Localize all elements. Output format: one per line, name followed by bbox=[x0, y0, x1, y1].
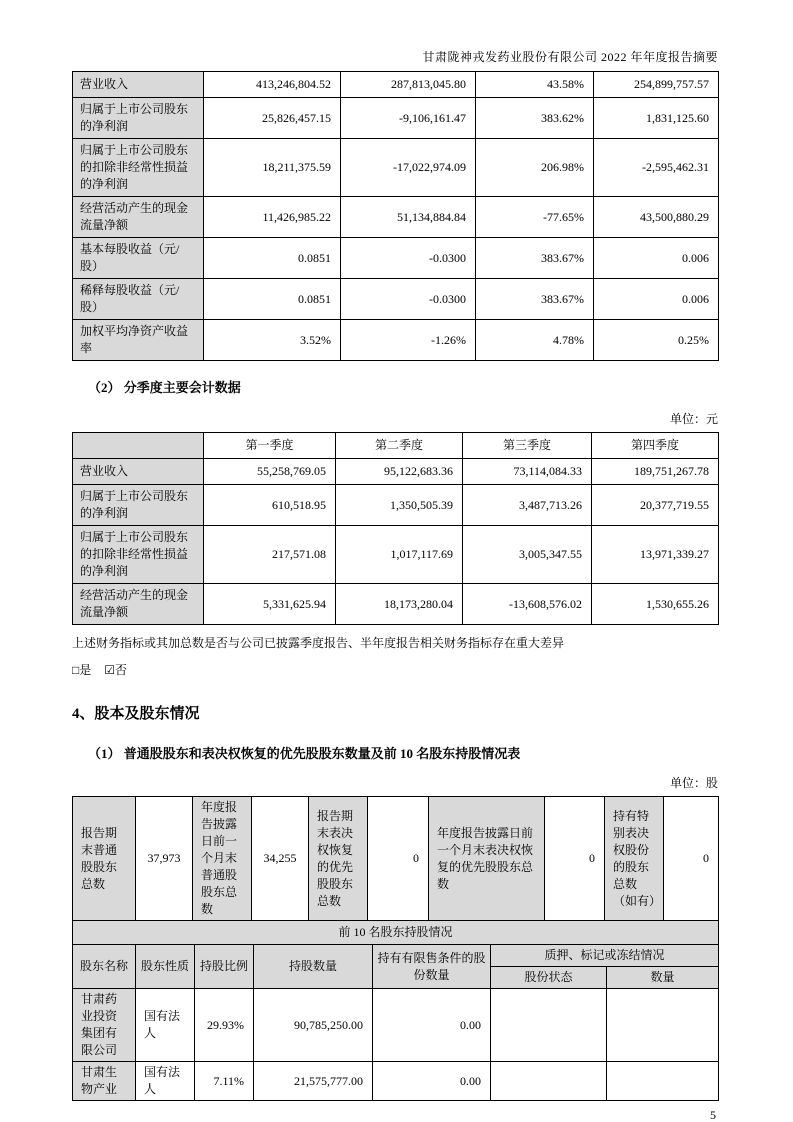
value-cell: 3,487,713.26 bbox=[463, 485, 592, 526]
value-cell: 0.006 bbox=[594, 238, 719, 279]
checkbox-yes: □是 bbox=[72, 663, 92, 677]
table-row bbox=[73, 72, 719, 98]
value-cell: 610,518.95 bbox=[204, 485, 336, 526]
page-number: 5 bbox=[710, 1108, 716, 1122]
row-label-cell: 归属于上市公司股东的净利润 bbox=[73, 98, 204, 139]
table-row bbox=[73, 1062, 719, 1101]
value-cell: 189,751,267.78 bbox=[592, 459, 719, 485]
value-cell: 90,785,250.00 bbox=[254, 989, 373, 1062]
value-cell: 1,530,655.26 bbox=[592, 584, 719, 625]
document-header: 甘肃陇神戎发药业股份有限公司 2022 年年度报告摘要 bbox=[422, 50, 718, 64]
column-header-cell: 第四季度 bbox=[592, 433, 719, 459]
table-row bbox=[73, 139, 719, 197]
value-cell: 0 bbox=[368, 797, 429, 921]
pledge-status-cell bbox=[491, 989, 607, 1062]
checkbox-no: ☑否 bbox=[104, 663, 128, 677]
column-header-cell: 数量 bbox=[607, 967, 719, 989]
column-header-cell: 持有有限售条件的股份数量 bbox=[373, 945, 491, 989]
row-label-cell: 营业收入 bbox=[73, 459, 204, 485]
shareholder-name-cell: 甘肃生物产业 bbox=[73, 1062, 136, 1101]
row-label-cell: 报告期末普通股股东总数 bbox=[73, 797, 136, 921]
table-row bbox=[73, 459, 719, 485]
value-cell: 18,211,375.59 bbox=[204, 139, 341, 197]
value-cell: 95,122,683.36 bbox=[336, 459, 463, 485]
table-row bbox=[73, 197, 719, 238]
value-cell: 1,017,117.69 bbox=[336, 526, 463, 584]
value-cell: -0.0300 bbox=[341, 279, 476, 320]
row-label-cell: 持有特别表决权股份的股东总数（如有） bbox=[605, 797, 664, 921]
value-cell: 13,971,339.27 bbox=[592, 526, 719, 584]
quarterly-data-table bbox=[72, 432, 719, 625]
column-header-cell: 第二季度 bbox=[336, 433, 463, 459]
value-cell: 55,258,769.05 bbox=[204, 459, 336, 485]
row-label-cell: 报告期末表决权恢复的优先股股东总数 bbox=[309, 797, 368, 921]
table-row bbox=[73, 989, 719, 1062]
value-cell: 20,377,719.55 bbox=[592, 485, 719, 526]
value-cell: 1,831,125.60 bbox=[594, 98, 719, 139]
section-heading-quarterly: （2） 分季度主要会计数据 bbox=[88, 380, 241, 395]
column-header-cell: 第一季度 bbox=[204, 433, 336, 459]
value-cell: 0.25% bbox=[594, 320, 719, 361]
table-section-title-row bbox=[73, 921, 719, 945]
value-cell: 287,813,045.80 bbox=[341, 72, 476, 98]
row-label-cell: 归属于上市公司股东的净利润 bbox=[73, 485, 204, 526]
value-cell: 383.67% bbox=[476, 238, 594, 279]
column-header-cell: 股东名称 bbox=[73, 945, 136, 989]
table-header-row bbox=[73, 433, 719, 459]
value-cell: 43,500,880.29 bbox=[594, 197, 719, 238]
corner-cell bbox=[73, 433, 204, 459]
annual-summary-table bbox=[72, 71, 719, 361]
top10-title-cell: 前 10 名股东持股情况 bbox=[73, 921, 719, 945]
shareholder-nature-cell: 国有法人 bbox=[136, 1062, 195, 1101]
value-cell: 1,350,505.39 bbox=[336, 485, 463, 526]
value-cell: 217,571.08 bbox=[204, 526, 336, 584]
pledge-qty-cell bbox=[607, 1062, 719, 1101]
column-header-cell: 持股比例 bbox=[195, 945, 254, 989]
value-cell: 254,899,757.57 bbox=[594, 72, 719, 98]
value-cell: 21,575,777.00 bbox=[254, 1062, 373, 1101]
yes-no-options bbox=[72, 661, 718, 678]
value-cell: 11,426,985.22 bbox=[204, 197, 341, 238]
value-cell: 37,973 bbox=[136, 797, 193, 921]
value-cell: 5,331,625.94 bbox=[204, 584, 336, 625]
shareholder-name-cell: 甘肃药业投资集团有限公司 bbox=[73, 989, 136, 1062]
value-cell: 34,255 bbox=[252, 797, 309, 921]
value-cell: -17,022,974.09 bbox=[341, 139, 476, 197]
row-label-cell: 加权平均净资产收益率 bbox=[73, 320, 204, 361]
table-row bbox=[73, 584, 719, 625]
section-heading-equity: 4、股本及股东情况 bbox=[72, 706, 200, 722]
value-cell: 0.006 bbox=[594, 279, 719, 320]
value-cell: -9,106,161.47 bbox=[341, 98, 476, 139]
value-cell: 25,826,457.15 bbox=[204, 98, 341, 139]
column-header-cell: 股份状态 bbox=[491, 967, 607, 989]
unit-label-yuan: 单位：元 bbox=[669, 412, 718, 426]
value-cell: 383.67% bbox=[476, 279, 594, 320]
column-header-cell: 第三季度 bbox=[463, 433, 592, 459]
value-cell: 413,246,804.52 bbox=[204, 72, 341, 98]
value-cell: 0.0851 bbox=[204, 238, 341, 279]
value-cell: 0.00 bbox=[373, 1062, 491, 1101]
column-header-cell: 持股数量 bbox=[254, 945, 373, 989]
value-cell: 383.62% bbox=[476, 98, 594, 139]
table-row bbox=[73, 320, 719, 361]
row-label-cell: 基本每股收益（元/股） bbox=[73, 238, 204, 279]
value-cell: 29.93% bbox=[195, 989, 254, 1062]
value-cell: -0.0300 bbox=[341, 238, 476, 279]
value-cell: 4.78% bbox=[476, 320, 594, 361]
unit-label-shares: 单位：股 bbox=[669, 776, 718, 790]
value-cell: 43.58% bbox=[476, 72, 594, 98]
value-cell: 73,114,084.33 bbox=[463, 459, 592, 485]
row-label-cell: 归属于上市公司股东的扣除非经常性损益的净利润 bbox=[73, 139, 204, 197]
subsection-heading-top10: （1） 普通股股东和表决权恢复的优先股股东数量及前 10 名股东持股情况表 bbox=[88, 746, 521, 761]
table-header-row bbox=[73, 945, 719, 967]
row-label-cell: 归属于上市公司股东的扣除非经常性损益的净利润 bbox=[73, 526, 204, 584]
table-row bbox=[73, 98, 719, 139]
table-row bbox=[73, 526, 719, 584]
value-cell: -1.26% bbox=[341, 320, 476, 361]
column-header-cell: 股东性质 bbox=[136, 945, 195, 989]
value-cell: 3,005,347.55 bbox=[463, 526, 592, 584]
value-cell: 7.11% bbox=[195, 1062, 254, 1101]
column-header-cell: 质押、标记或冻结情况 bbox=[491, 945, 719, 967]
table-row bbox=[73, 485, 719, 526]
pledge-qty-cell bbox=[607, 989, 719, 1062]
row-label-cell: 年度报告披露日前一个月末表决权恢复的优先股股东总数 bbox=[429, 797, 545, 921]
value-cell: 206.98% bbox=[476, 139, 594, 197]
table-row bbox=[73, 238, 719, 279]
top10-shareholders-table bbox=[72, 920, 719, 1101]
row-label-cell: 经营活动产生的现金流量净额 bbox=[73, 584, 204, 625]
value-cell: -77.65% bbox=[476, 197, 594, 238]
shareholder-nature-cell: 国有法人 bbox=[136, 989, 195, 1062]
row-label-cell: 营业收入 bbox=[73, 72, 204, 98]
value-cell: 3.52% bbox=[204, 320, 341, 361]
value-cell: 0.0851 bbox=[204, 279, 341, 320]
value-cell: 18,173,280.04 bbox=[336, 584, 463, 625]
value-cell: 51,134,884.84 bbox=[341, 197, 476, 238]
shareholder-counts-table bbox=[72, 796, 719, 921]
pledge-status-cell bbox=[491, 1062, 607, 1101]
row-label-cell: 经营活动产生的现金流量净额 bbox=[73, 197, 204, 238]
row-label-cell: 稀释每股收益（元/股） bbox=[73, 279, 204, 320]
value-cell: 0.00 bbox=[373, 989, 491, 1062]
row-label-cell: 年度报告披露日前一个月末普通股股东总数 bbox=[193, 797, 252, 921]
value-cell: -13,608,576.02 bbox=[463, 584, 592, 625]
table-row bbox=[73, 279, 719, 320]
value-cell: 0 bbox=[545, 797, 605, 921]
quarterly-note: 上述财务指标或其加总数是否与公司已披露季度报告、半年度报告相关财务指标存在重大差异 bbox=[72, 636, 565, 650]
value-cell: 0 bbox=[664, 797, 719, 921]
value-cell: -2,595,462.31 bbox=[594, 139, 719, 197]
table-row bbox=[73, 797, 719, 921]
